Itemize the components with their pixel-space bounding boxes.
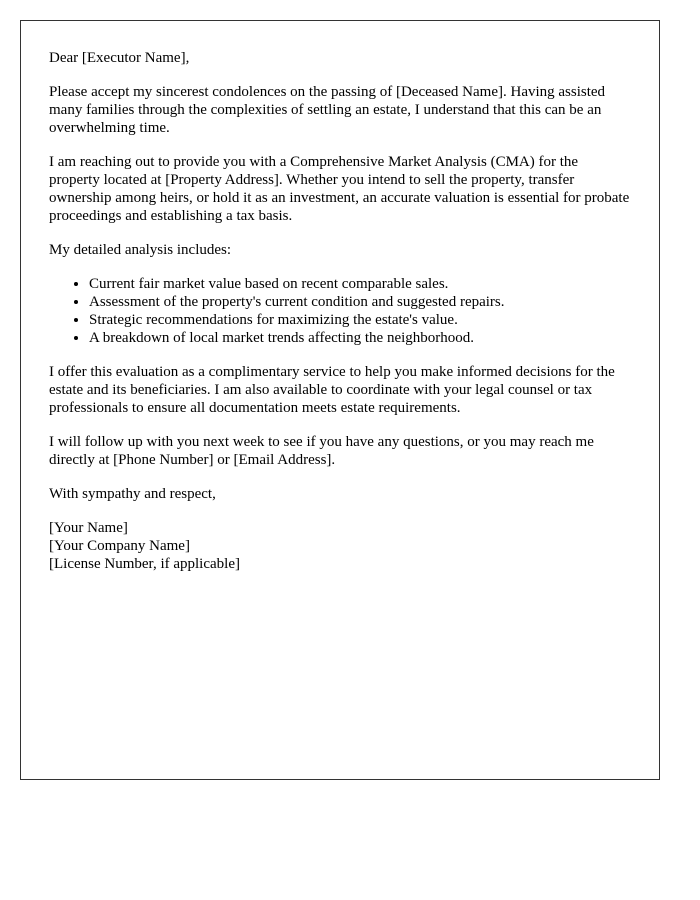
signature-company: [Your Company Name] — [49, 538, 190, 554]
list-item: • Current fair market value based on recent comparable sales. — [89, 275, 631, 293]
cma-paragraph: I am reaching out to provide you with a Comprehensive Market Analysis (CMA) for the property located at [Property Address]. Whether you intend to sell the property, transfer ownership among heirs, or hold it as an investment, an accurate valuation is essential for probate proceedings and establishing a tax basis. — [49, 154, 630, 224]
analysis-list — [49, 275, 631, 347]
list-item: • Strategic recommendations for maximizing the estate's value. — [89, 311, 631, 329]
signature-block — [49, 519, 631, 573]
list-item: • Assessment of the property's current condition and suggested repairs. — [89, 293, 631, 311]
letter-body — [49, 49, 631, 573]
signature-license: [License Number, if applicable] — [49, 556, 240, 572]
list-item: • A breakdown of local market trends affecting the neighborhood. — [89, 329, 631, 347]
complimentary-service-paragraph: I offer this evaluation as a complimentary service to help you make informed decisions for the estate and its beneficiaries. I am also available to coordinate with your legal counsel or tax professionals to ensure all documentation meets estate requirements. — [49, 364, 615, 416]
signature-name: [Your Name] — [49, 520, 128, 536]
closing: With sympathy and respect, — [49, 486, 216, 502]
letter-frame — [20, 20, 660, 780]
condolence-paragraph: Please accept my sincerest condolences on the passing of [Deceased Name]. Having assisted many families through the complexities of settling an estate, I understand that this can be an overwhelming time. — [49, 84, 606, 136]
salutation: Dear [Executor Name], — [49, 50, 190, 66]
follow-up-paragraph: I will follow up with you next week to see if you have any questions, or you may reach me directly at [Phone Number] or [Email Address]. — [49, 434, 594, 468]
analysis-intro: My detailed analysis includes: — [49, 242, 232, 258]
